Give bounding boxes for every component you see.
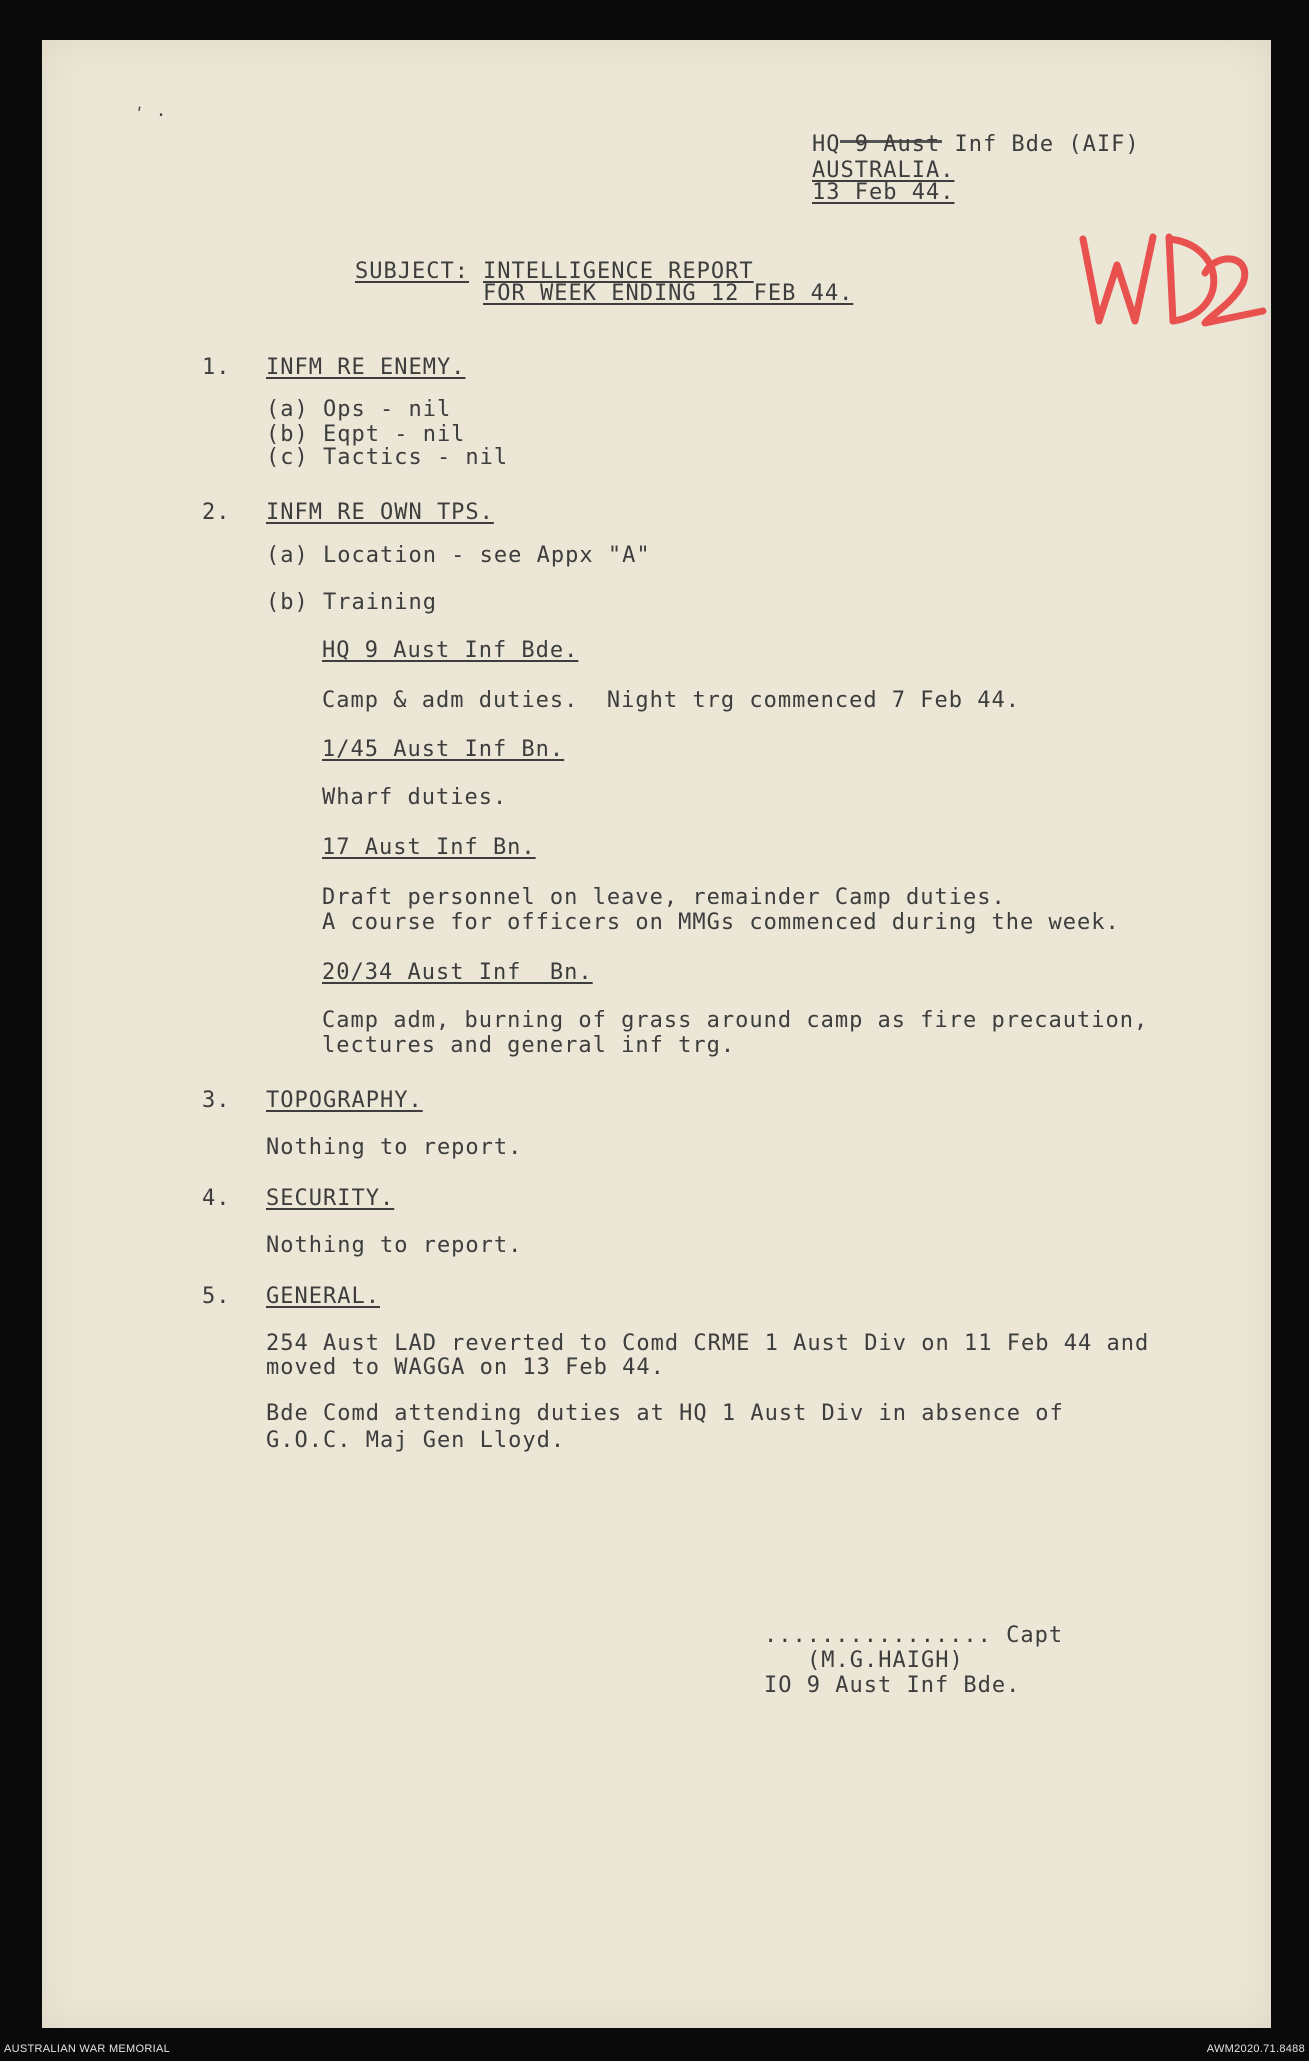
header-country: AUSTRALIA.	[812, 158, 955, 183]
section-1-item: (b) Eqpt - nil	[266, 422, 466, 447]
signature-title: IO 9 Aust Inf Bde.	[764, 1673, 1021, 1698]
signature-line: ................ Capt	[764, 1623, 1064, 1648]
subject-line-2: FOR WEEK ENDING 12 FEB 44.	[483, 281, 854, 306]
unit-text: Camp adm, burning of grass around camp as fire precaution,	[322, 1008, 1149, 1033]
unit-text: A course for officers on MMGs commenced during the week.	[322, 910, 1120, 935]
section-3-number: 3.	[202, 1088, 231, 1113]
footer-institution: AUSTRALIAN WAR MEMORIAL	[4, 2043, 171, 2055]
section-1-item: (a) Ops - nil	[266, 397, 452, 422]
section-4-heading: SECURITY.	[266, 1186, 395, 1211]
subject-line-1: INTELLIGENCE REPORT	[483, 259, 754, 284]
unit-text: Wharf duties.	[322, 785, 508, 810]
signature-name: (M.G.HAIGH)	[807, 1648, 964, 1673]
unit-name: 17 Aust Inf Bn.	[322, 835, 536, 860]
section-5-paragraph-1: moved to WAGGA on 13 Feb 44.	[266, 1355, 665, 1380]
unit-text: Camp & adm duties. Night trg commenced 7 Feb 44.	[322, 688, 1021, 713]
unit-name: 1/45 Aust Inf Bn.	[322, 737, 565, 762]
section-1-heading: INFM RE ENEMY.	[266, 355, 466, 380]
section-2-training: (b) Training	[266, 590, 437, 615]
header-unit: HQ 9 Aust Inf Bde (AIF)	[812, 132, 1140, 157]
header-date: 13 Feb 44.	[812, 180, 955, 205]
section-5-number: 5.	[202, 1284, 231, 1309]
section-4-text: Nothing to report.	[266, 1233, 523, 1258]
section-5-paragraph-1: 254 Aust LAD reverted to Comd CRME 1 Aust Div on 11 Feb 44 and	[266, 1331, 1150, 1356]
document-page	[42, 40, 1271, 2028]
section-5-paragraph-2: G.O.C. Maj Gen Lloyd.	[266, 1428, 566, 1453]
section-5-paragraph-2: Bde Comd attending duties at HQ 1 Aust Div in absence of	[266, 1401, 1064, 1426]
section-2-number: 2.	[202, 500, 231, 525]
section-2-heading: INFM RE OWN TPS.	[266, 500, 494, 525]
unit-text: lectures and general inf trg.	[322, 1033, 736, 1058]
section-1-number: 1.	[202, 355, 231, 380]
subject-label: SUBJECT:	[355, 259, 469, 284]
unit-name: 20/34 Aust Inf Bn.	[322, 960, 593, 985]
section-1-item: (c) Tactics - nil	[266, 445, 509, 470]
unit-text: Draft personnel on leave, remainder Camp duties.	[322, 885, 1006, 910]
section-3-heading: TOPOGRAPHY.	[266, 1088, 423, 1113]
unit-name: HQ 9 Aust Inf Bde.	[322, 638, 579, 663]
footer-accession-number: AWM2020.71.8488	[1206, 2043, 1305, 2055]
handwritten-wd2-mark	[1077, 225, 1267, 335]
section-3-text: Nothing to report.	[266, 1135, 523, 1160]
section-2-location: (a) Location - see Appx "A"	[266, 543, 651, 568]
ink-speck: ʹ ·	[134, 105, 167, 126]
section-4-number: 4.	[202, 1186, 231, 1211]
section-5-heading: GENERAL.	[266, 1284, 380, 1309]
